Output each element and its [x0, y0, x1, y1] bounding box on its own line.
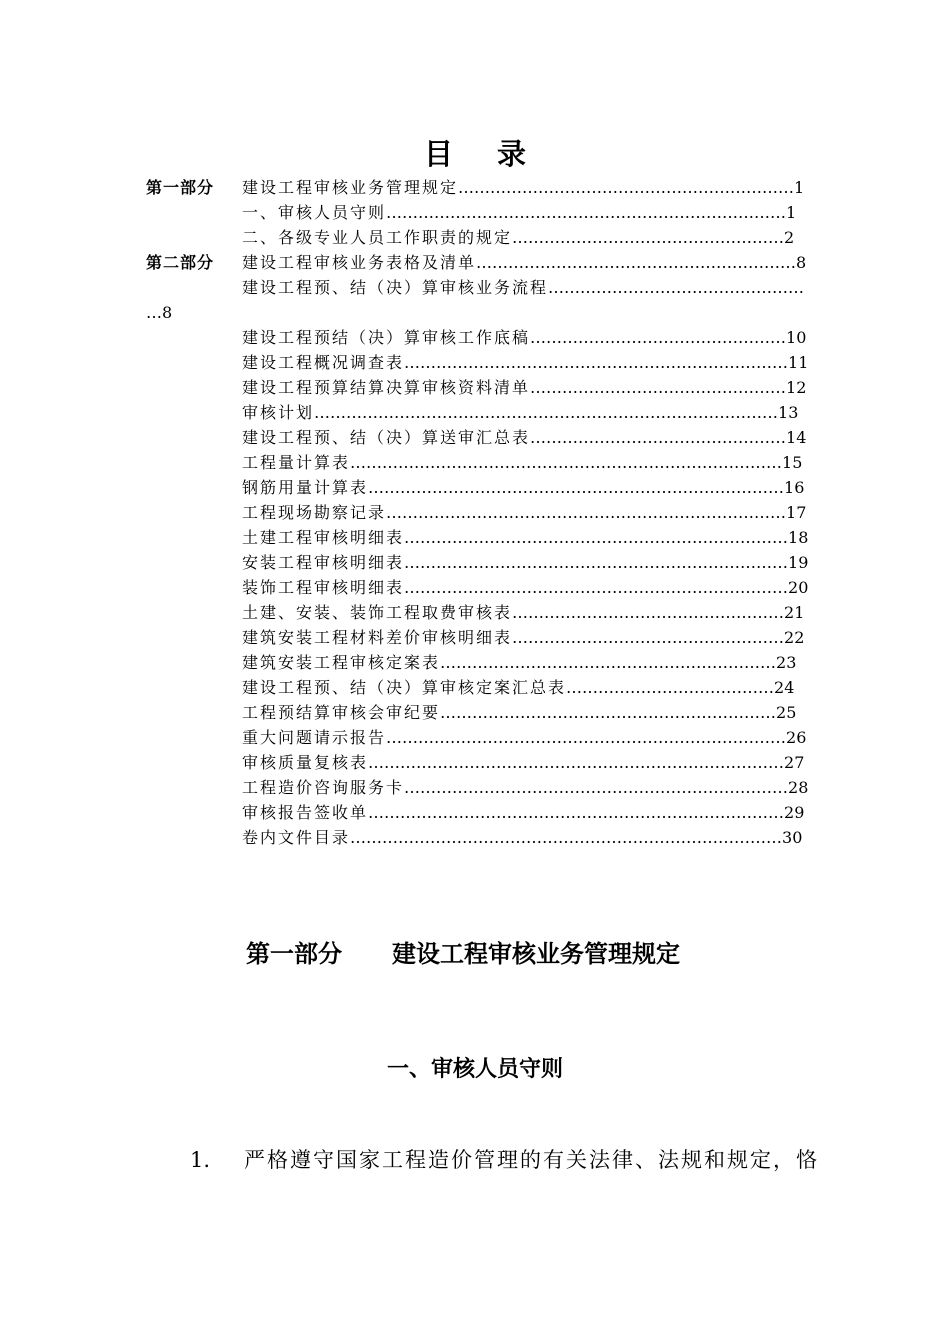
- toc-entry-page: 28: [788, 778, 808, 797]
- toc-entry: [242, 426, 808, 450]
- toc-leader-dots: ……………………………………………………………………: [368, 478, 785, 497]
- toc-entry-page: 17: [786, 503, 807, 522]
- toc-entry-page: 26: [786, 728, 807, 747]
- toc-leader-dots: ………………………………………………………: [440, 653, 777, 672]
- toc-entry-title: 建设工程审核业务表格及清单: [242, 253, 477, 272]
- toc-part-label: 第二部分: [146, 253, 215, 272]
- toc-title-char-1: 目: [423, 137, 453, 171]
- toc-entry-title: 建设工程审核业务管理规定: [242, 178, 459, 197]
- toc-entry-title: 建筑安装工程材料差价审核明细表: [242, 628, 513, 647]
- paragraph-number: 1.: [190, 1148, 211, 1172]
- toc-leader-dots: …………………………………………: [530, 378, 787, 397]
- toc-entry: [242, 226, 808, 250]
- toc-entry-title: 建设工程预、结（决）算送审汇总表: [242, 428, 531, 447]
- toc-entry-title: 一、审核人员守则: [242, 203, 387, 222]
- section-title: 建设工程审核业务管理规定: [392, 939, 680, 968]
- toc-leader-dots: ………………………………………………………………: [404, 578, 789, 597]
- toc-entry-page: 1: [794, 178, 805, 197]
- toc-entry-title: 审核计划: [242, 403, 315, 422]
- toc-entry: [242, 501, 808, 525]
- toc-entry-title: 装饰工程审核明细表: [242, 578, 405, 597]
- toc-entry-title: 工程预结算审核会审纪要: [242, 703, 441, 722]
- toc-leader-dots: …………………………………………: [548, 278, 805, 297]
- toc-leader-dots: ………………………………………………………………: [404, 353, 789, 372]
- toc-entry-title: 工程量计算表: [242, 453, 351, 472]
- toc-entry-title: 建设工程预、结（决）算审核定案汇总表: [242, 678, 567, 697]
- toc-wrapped-page: …8: [146, 303, 173, 322]
- paragraph: [190, 1146, 819, 1174]
- toc-entry-title: 审核质量复核表: [242, 753, 369, 772]
- toc-entry-page: 29: [784, 803, 805, 822]
- toc-entry-page: 23: [776, 653, 797, 672]
- toc-leader-dots: ……………………………………………………: [476, 253, 797, 272]
- toc-entry: [242, 251, 808, 275]
- toc-entry-page: 12: [786, 378, 807, 397]
- toc-leader-dots: ………………………………………………………………: [404, 528, 789, 547]
- toc-entry-title: 建设工程概况调查表: [242, 353, 405, 372]
- toc-leader-dots: ……………………………………………………………………: [368, 753, 785, 772]
- toc-part-label: 第一部分: [146, 178, 215, 197]
- toc-entry-page: 24: [774, 678, 795, 697]
- section-heading: [246, 934, 680, 969]
- toc-entry-page: 13: [778, 403, 799, 422]
- toc-entry: [242, 526, 808, 550]
- toc-entry-page: 30: [782, 828, 803, 847]
- toc-leader-dots: ………………………………………………………………………: [350, 828, 783, 847]
- toc-leader-dots: ……………………………………………: [512, 228, 785, 247]
- toc-entry: [242, 751, 808, 775]
- toc-entry-page: 25: [776, 703, 797, 722]
- toc-leader-dots: …………………………………………………………………: [386, 503, 787, 522]
- toc-entry-page: 19: [788, 553, 808, 572]
- toc-entry-page: 22: [784, 628, 805, 647]
- toc-entry-page: 16: [784, 478, 805, 497]
- toc-entry-page: 27: [784, 753, 805, 772]
- toc-title: [0, 132, 950, 173]
- toc-leader-dots: ……………………………………………………………………………: [314, 403, 779, 422]
- toc-entry-title: 审核报告签收单: [242, 803, 369, 822]
- toc-leader-dots: …………………………………: [566, 678, 775, 697]
- toc-title-char-2: 录: [497, 137, 527, 171]
- toc-leader-dots: …………………………………………………………………: [386, 728, 787, 747]
- toc-leader-dots: ………………………………………………………: [440, 703, 777, 722]
- section-part-label: 第一部分: [246, 939, 342, 968]
- toc-entry-page: 10: [786, 328, 807, 347]
- toc-entry: [242, 651, 808, 675]
- subsection-heading: 一、审核人员守则: [386, 1056, 563, 1082]
- toc-entry: [242, 726, 808, 750]
- toc-entry-title: 建设工程预结（决）算审核工作底稿: [242, 328, 531, 347]
- toc-entry: [242, 201, 808, 225]
- toc-entry-page: 21: [784, 603, 805, 622]
- toc-entry-page: 18: [788, 528, 808, 547]
- toc-entry-page: 11: [788, 353, 808, 372]
- toc-entry: [242, 576, 808, 600]
- toc-entry-title: 土建、安装、装饰工程取费审核表: [242, 603, 513, 622]
- toc-entry: [242, 451, 808, 475]
- toc-entry: [242, 326, 808, 350]
- toc-entry: [242, 276, 808, 300]
- toc-leader-dots: …………………………………………: [530, 328, 787, 347]
- toc-entry-page: 1: [786, 203, 797, 222]
- toc-entry-page: 2: [784, 228, 795, 247]
- toc-entry: [242, 776, 808, 800]
- toc-leader-dots: ……………………………………………: [512, 603, 785, 622]
- toc-leader-dots: ………………………………………………………………………: [350, 453, 783, 472]
- toc-entry: [242, 476, 808, 500]
- toc-leader-dots: …………………………………………: [530, 428, 787, 447]
- toc-entry-page: 14: [786, 428, 807, 447]
- toc-entry: [242, 176, 808, 200]
- toc-entry-title: 建筑安装工程审核定案表: [242, 653, 441, 672]
- toc-leader-dots: ……………………………………………………………………: [368, 803, 785, 822]
- toc-entry: [242, 626, 808, 650]
- toc-leader-dots: ………………………………………………………………: [404, 553, 789, 572]
- toc-leader-dots: ……………………………………………: [512, 628, 785, 647]
- toc-entry-title: 土建工程审核明细表: [242, 528, 405, 547]
- toc-entry: [242, 676, 808, 700]
- toc-leader-dots: ………………………………………………………: [458, 178, 795, 197]
- toc-entry-title: 卷内文件目录: [242, 828, 351, 847]
- toc-entry: [242, 801, 808, 825]
- toc-entry-title: 安装工程审核明细表: [242, 553, 405, 572]
- toc-entry: [242, 601, 808, 625]
- toc-entry: [242, 376, 808, 400]
- toc-leader-dots: …………………………………………………………………: [386, 203, 787, 222]
- toc-entry-title: 建设工程预算结算决算审核资料清单: [242, 378, 531, 397]
- toc-entry-page: 15: [782, 453, 803, 472]
- toc-entry: [242, 401, 808, 425]
- toc-leader-dots: ………………………………………………………………: [404, 778, 789, 797]
- toc-entry: [242, 551, 808, 575]
- toc-entry-title: 工程造价咨询服务卡: [242, 778, 405, 797]
- paragraph-text: 严格遵守国家工程造价管理的有关法律、法规和规定，恪: [244, 1148, 819, 1172]
- toc-entry: [242, 826, 808, 850]
- toc-entry: [242, 701, 808, 725]
- toc-entry-title: 工程现场勘察记录: [242, 503, 387, 522]
- toc-entry-title: 钢筋用量计算表: [242, 478, 369, 497]
- toc-entry-title: 重大问题请示报告: [242, 728, 387, 747]
- toc-entry-title: 二、各级专业人员工作职责的规定: [242, 228, 513, 247]
- toc-entry: [242, 351, 808, 375]
- toc-entry-title: 建设工程预、结（决）算审核业务流程: [242, 278, 549, 297]
- toc-entry-page: 8: [796, 253, 807, 272]
- toc-entry-page: 20: [788, 578, 808, 597]
